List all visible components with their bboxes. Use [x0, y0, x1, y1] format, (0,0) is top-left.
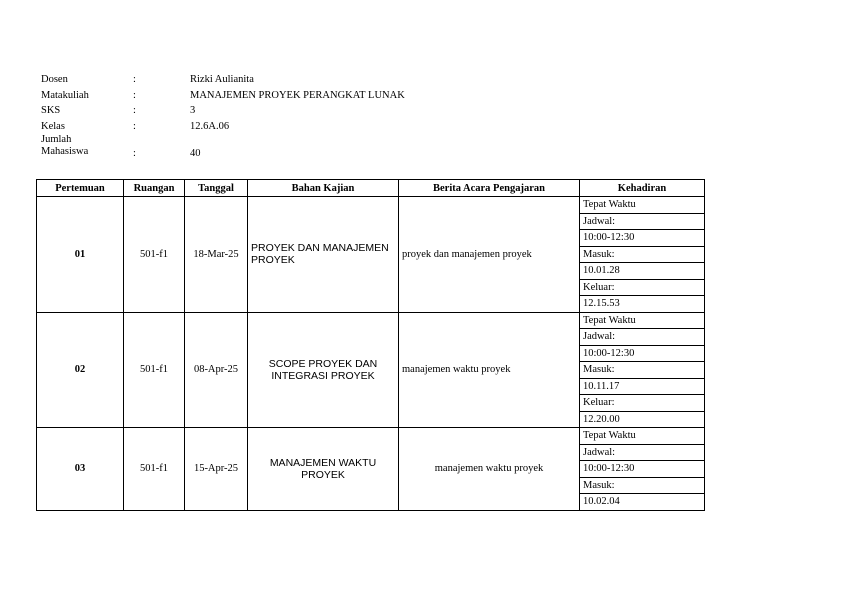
- info-colon: :: [133, 89, 136, 101]
- cell-kehadiran: 12.15.53: [580, 296, 705, 313]
- cell-kehadiran: Masuk:: [580, 246, 705, 263]
- cell-berita-acara: proyek dan manajemen proyek: [399, 197, 580, 313]
- cell-kehadiran: 10.11.17: [580, 378, 705, 395]
- info-label-line2: Mahasiswa: [41, 146, 89, 157]
- info-value-jumlah: 40: [190, 148, 201, 159]
- cell-kehadiran: Tepat Waktu: [580, 428, 705, 445]
- cell-ruangan: 501-f1: [124, 312, 185, 428]
- cell-kehadiran: 12.20.00: [580, 411, 705, 428]
- cell-ruangan: 501-f1: [124, 428, 185, 511]
- cell-ruangan: 501-f1: [124, 197, 185, 313]
- cell-tanggal: 15-Apr-25: [185, 428, 248, 511]
- info-colon: :: [133, 74, 136, 85]
- header-kehadiran: Kehadiran: [580, 180, 705, 197]
- cell-bahan-kajian: SCOPE PROYEK DAN INTEGRASI PROYEK: [248, 312, 399, 428]
- info-colon: :: [133, 148, 136, 159]
- cell-kehadiran: Jadwal:: [580, 444, 705, 461]
- cell-pertemuan: 02: [37, 312, 124, 428]
- table-header-row: [37, 180, 705, 197]
- cell-kehadiran: Tepat Waktu: [580, 312, 705, 329]
- info-value-dosen: Rizki Aulianita: [190, 74, 254, 85]
- info-label-line1: Jumlah: [41, 134, 72, 145]
- header-berita-acara: Berita Acara Pengajaran: [399, 180, 580, 197]
- cell-kehadiran: Masuk:: [580, 477, 705, 494]
- info-value-matakuliah: MANAJEMEN PROYEK PERANGKAT LUNAK: [190, 89, 405, 101]
- header-bahan-kajian: Bahan Kajian: [248, 180, 399, 197]
- table-row: [37, 428, 705, 445]
- cell-kehadiran: Jadwal:: [580, 213, 705, 230]
- cell-bahan-kajian: PROYEK DAN MANAJEMEN PROYEK: [248, 197, 399, 313]
- cell-pertemuan: 03: [37, 428, 124, 511]
- info-label: SKS: [41, 105, 61, 116]
- info-colon: :: [133, 120, 136, 132]
- header-tanggal: Tanggal: [185, 180, 248, 197]
- info-label: Kelas: [41, 120, 65, 132]
- cell-tanggal: 18-Mar-25: [185, 197, 248, 313]
- cell-kehadiran: 10.02.04: [580, 494, 705, 511]
- cell-pertemuan: 01: [37, 197, 124, 313]
- cell-kehadiran: 10:00-12:30: [580, 345, 705, 362]
- cell-tanggal: 08-Apr-25: [185, 312, 248, 428]
- info-label: [41, 134, 121, 158]
- cell-berita-acara: manajemen waktu proyek: [399, 428, 580, 511]
- cell-kehadiran: Keluar:: [580, 395, 705, 412]
- info-colon: :: [133, 105, 136, 116]
- cell-kehadiran: Masuk:: [580, 362, 705, 379]
- info-label: Dosen: [41, 74, 68, 85]
- cell-kehadiran: Jadwal:: [580, 329, 705, 346]
- cell-kehadiran: 10:00-12:30: [580, 230, 705, 247]
- cell-kehadiran: Keluar:: [580, 279, 705, 296]
- info-value-kelas: 12.6A.06: [190, 120, 230, 132]
- cell-kehadiran: 10.01.28: [580, 263, 705, 280]
- cell-bahan-kajian: MANAJEMEN WAKTU PROYEK: [248, 428, 399, 511]
- info-label: Matakuliah: [41, 89, 89, 101]
- header-ruangan: Ruangan: [124, 180, 185, 197]
- cell-berita-acara: manajemen waktu proyek: [399, 312, 580, 428]
- header-pertemuan: Pertemuan: [37, 180, 124, 197]
- info-value-sks: 3: [190, 105, 196, 116]
- cell-kehadiran: 10:00-12:30: [580, 461, 705, 478]
- cell-kehadiran: Tepat Waktu: [580, 197, 705, 214]
- table-row: [37, 197, 705, 214]
- attendance-table: [36, 179, 705, 511]
- table-row: [37, 312, 705, 329]
